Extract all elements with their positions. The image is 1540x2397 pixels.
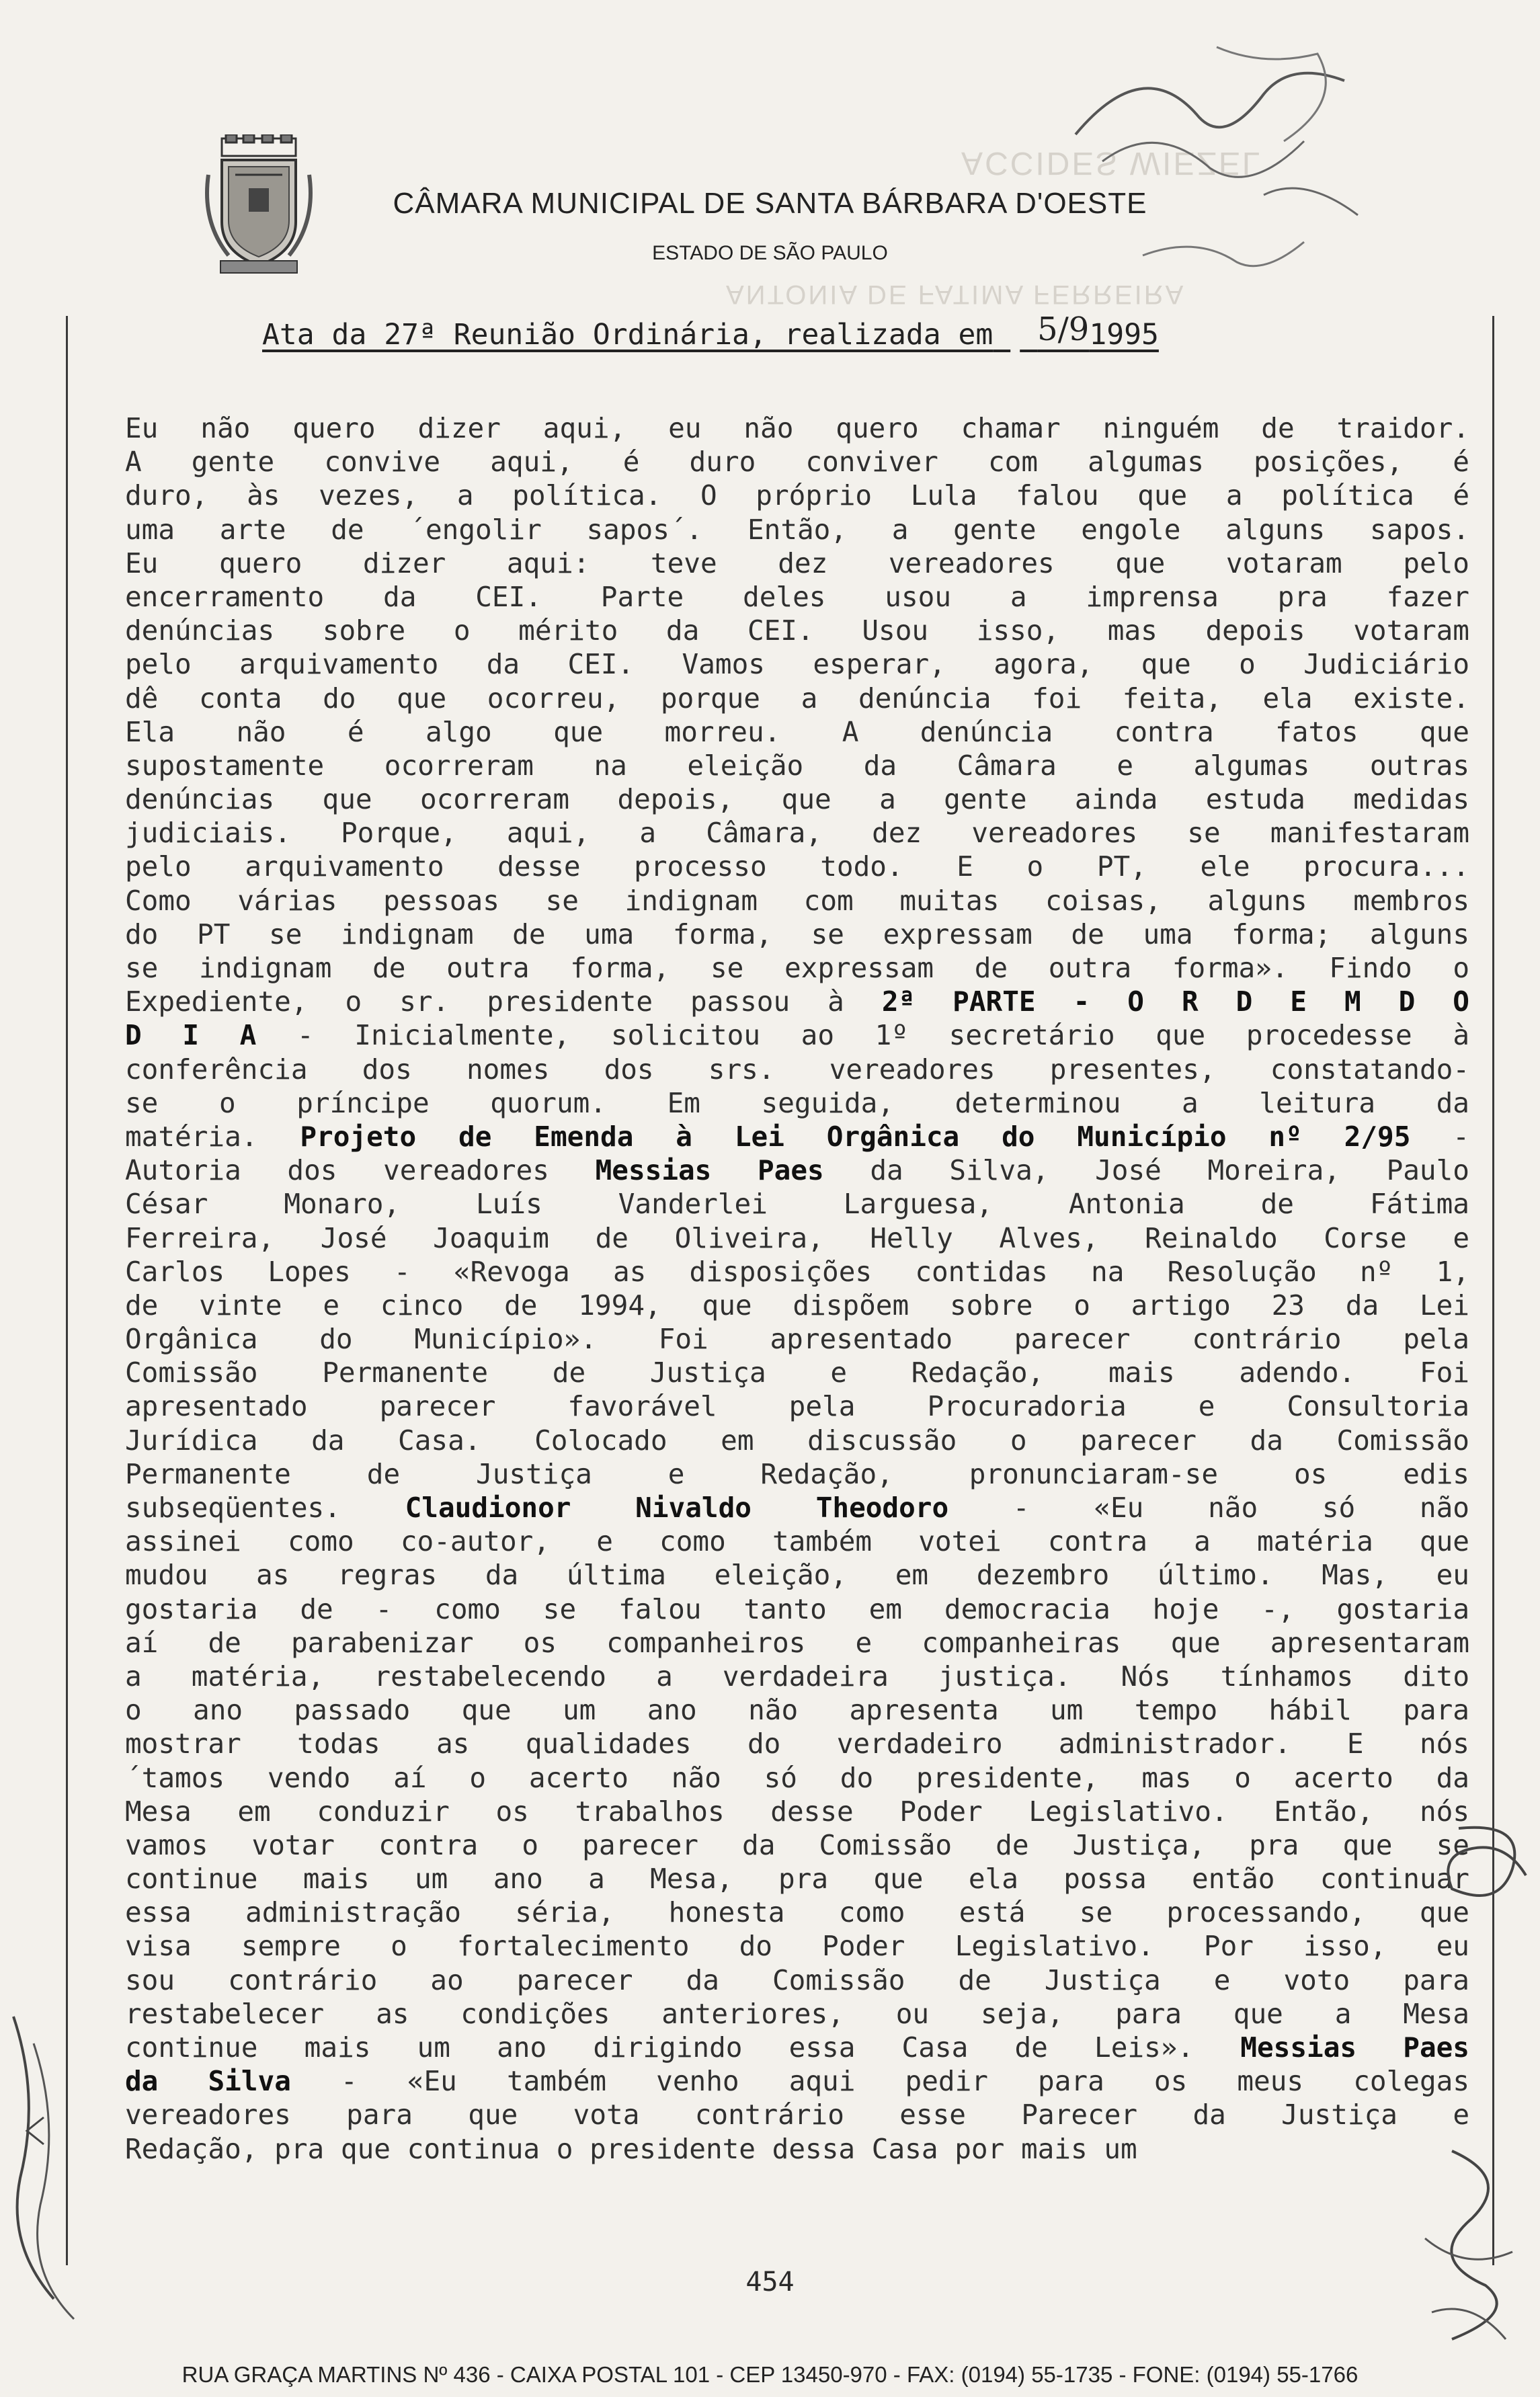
minutes-title-text: Ata da 27ª Reunião Ordinária, realizada em xyxy=(262,318,994,352)
right-margin-rule xyxy=(1492,316,1494,2265)
body-line: Ela não é algo que morreu. A denúncia contra fatos que xyxy=(125,715,1469,748)
body-line: César Monaro, Luís Vanderlei Larguesa, Antonia de Fátima xyxy=(125,1188,1469,1221)
bleed-through-name: ANTONIA DE FATIMA FERREIRA xyxy=(726,280,1186,309)
body-line: supostamente ocorreram na eleição da Câmara e algumas outras xyxy=(125,749,1469,782)
body-line: gostaria de - como se falou tanto em democracia hoje -, gostaria xyxy=(125,1592,1469,1625)
body-line: o ano passado que um ano não apresenta um tempo hábil para xyxy=(125,1694,1469,1727)
body-line: denúncias sobre o mérito da CEI. Usou isso, mas depois votaram xyxy=(125,614,1469,647)
body-line: A gente convive aqui, é duro conviver com algumas posições, é xyxy=(125,446,1469,479)
body-line: conferência dos nomes dos srs. vereadores presentes, constatando- xyxy=(125,1053,1469,1086)
body-line: Expediente, o sr. presidente passou à 2ª PARTE - O R D E M D O xyxy=(125,985,1469,1018)
body-line: se indignam de outra forma, se expressam de outra forma». Findo o xyxy=(125,952,1469,984)
body-line: Autoria dos vereadores Messias Paes da Silva, José Moreira, Paulo xyxy=(125,1154,1469,1187)
body-line: D I A - Inicialmente, solicitou ao 1º secretário que procedesse à xyxy=(125,1019,1469,1052)
body-line: Permanente de Justiça e Redação, pronunciaram-se os edis xyxy=(125,1457,1469,1490)
margin-initials-scribble xyxy=(1412,2138,1526,2359)
body-line: vereadores para que vota contrário esse Parecer da Justiça e xyxy=(125,2099,1469,2131)
body-line: Jurídica da Casa. Colocado em discussão o parecer da Comissão xyxy=(125,1424,1469,1457)
body-line: visa sempre o fortalecimento do Poder Legislativo. Por isso, eu xyxy=(125,1930,1469,1963)
body-line: Eu não quero dizer aqui, eu não quero chamar ninguém de traidor. xyxy=(125,412,1469,444)
body-line: do PT se indignam de uma forma, se expressam de uma forma; alguns xyxy=(125,918,1469,950)
body-line: mudou as regras da última eleição, em dezembro último. Mas, eu xyxy=(125,1559,1469,1592)
body-line: matéria. Projeto de Emenda à Lei Orgânica do Município nº 2/95 - xyxy=(125,1120,1469,1153)
body-line: Ferreira, José Joaquim de Oliveira, Helly Alves, Reinaldo Corse e xyxy=(125,1221,1469,1254)
left-margin-rule xyxy=(66,316,68,2265)
body-line: aí de parabenizar os companheiros e companheiras que apresentaram xyxy=(125,1626,1469,1659)
body-line: Mesa em conduzir os trabalhos desse Poder Legislativo. Então, nós xyxy=(125,1795,1469,1828)
body-line: uma arte de ´engolir sapos´. Então, a gente engole alguns sapos. xyxy=(125,513,1469,546)
body-line: Eu quero dizer aqui: teve dez vereadores que votaram pelo xyxy=(125,546,1469,579)
body-line: sou contrário ao parecer da Comissão de Justiça e voto para xyxy=(125,1963,1469,1996)
body-line: da Silva - «Eu também venho aqui pedir para os meus colegas xyxy=(125,2065,1469,2098)
body-line: assinei como co-autor, e como também votei contra a matéria que xyxy=(125,1525,1469,1558)
institution-name: CÂMARA MUNICIPAL DE SANTA BÁRBARA D'OESTE xyxy=(393,187,1147,220)
body-line: essa administração séria, honesta como está se processando, que xyxy=(125,1896,1469,1929)
body-line: de vinte e cinco de 1994, que dispõem sobre o artigo 23 da Lei xyxy=(125,1289,1469,1322)
body-line: denúncias que ocorreram depois, que a gente ainda estuda medidas xyxy=(125,783,1469,816)
state-name: ESTADO DE SÃO PAULO xyxy=(652,242,888,264)
page-number: 454 xyxy=(745,2267,795,2298)
body-line: vamos votar contra o parecer da Comissão de Justiça, pra que se xyxy=(125,1828,1469,1861)
body-line: dê conta do que ocorreu, porque a denúncia foi feita, ela existe. xyxy=(125,682,1469,715)
minutes-year: 1995 xyxy=(1089,318,1159,352)
body-line: mostrar todas as qualidades do verdadeiro administrador. E nós xyxy=(125,1728,1469,1760)
body-line: restabelecer as condições anteriores, ou seja, para que a Mesa xyxy=(125,1997,1469,2030)
body-line: Como várias pessoas se indignam com muitas coisas, alguns membros xyxy=(125,884,1469,917)
body-line: a matéria, restabelecendo a verdadeira justiça. Nós tínhamos dito xyxy=(125,1660,1469,1693)
body-line: subseqüentes. Claudionor Nivaldo Theodoro - «Eu não só não xyxy=(125,1492,1469,1524)
address-footer: RUA GRAÇA MARTINS Nº 436 - CAIXA POSTAL 101 - CEP 13450-970 - FAX: (0194) 55-1735 - FONE: (0194) 55-1766 xyxy=(181,2362,1359,2387)
body-line: duro, às vezes, a política. O próprio Lula falou que a política é xyxy=(125,479,1469,512)
body-line: pelo arquivamento da CEI. Vamos esperar, agora, que o Judiciário xyxy=(125,648,1469,681)
body-line: se o príncipe quorum. Em seguida, determinou a leitura da xyxy=(125,1086,1469,1119)
body-line: Comissão Permanente de Justiça e Redação, mais adendo. Foi xyxy=(125,1356,1469,1389)
body-line: judiciais. Porque, aqui, a Câmara, dez vereadores se manifestaram xyxy=(125,817,1469,850)
minutes-title xyxy=(262,311,1159,352)
body-line: pelo arquivamento desse processo todo. E o PT, ele procura... xyxy=(125,850,1469,883)
body-line: ´tamos vendo aí o acerto não só do presidente, mas o acerto da xyxy=(125,1761,1469,1794)
bleed-through-name: ACCIDES WIEZEL xyxy=(961,145,1262,181)
body-line: apresentado parecer favorável pela Procuradoria e Consultoria xyxy=(125,1390,1469,1423)
minutes-body xyxy=(125,411,1469,2166)
body-line: continue mais um ano dirigindo essa Casa de Leis». Messias Paes xyxy=(125,2031,1469,2064)
body-line: Carlos Lopes - «Revoga as disposições contidas na Resolução nº 1, xyxy=(125,1255,1469,1288)
handwritten-date: 5/9 xyxy=(1037,311,1090,348)
body-line: Orgânica do Município». Foi apresentado parecer contrário pela xyxy=(125,1323,1469,1356)
body-line: encerramento da CEI. Parte deles usou a imprensa pra fazer xyxy=(125,580,1469,613)
body-line: continue mais um ano a Mesa, pra que ela possa então continuar xyxy=(125,1863,1469,1896)
body-line: Redação, pra que continua o presidente dessa Casa por mais um xyxy=(125,2132,1137,2165)
